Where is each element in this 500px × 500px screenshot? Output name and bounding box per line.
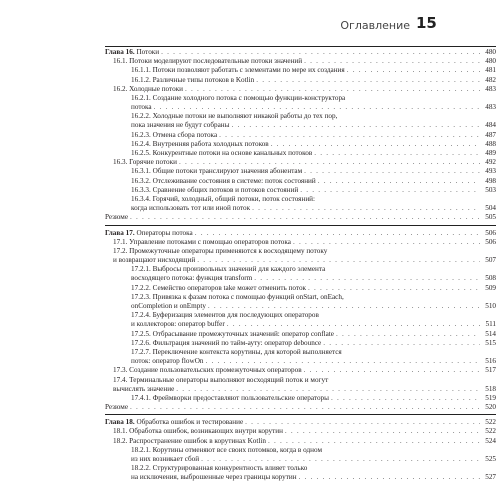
dot-leader xyxy=(293,238,480,247)
toc-entry-text: 18.2.2. Структурированная конкурентность влияет только xyxy=(131,464,308,473)
dot-leader xyxy=(271,140,480,149)
chapter-label: Глава 16. xyxy=(105,47,135,56)
toc-entry[interactable] xyxy=(105,464,496,473)
dot-leader xyxy=(308,284,480,293)
toc-entry-text: 16.1.2. Различные типы потоков в Kotlin xyxy=(131,75,255,84)
toc-entry-text: 16.2. Холодные потоки xyxy=(113,84,184,93)
toc-page-number: 506 xyxy=(485,237,496,246)
toc-entry-continuation[interactable] xyxy=(105,256,496,265)
toc-entry-text: и коллекторов: оператор buffer xyxy=(131,320,225,329)
chapter-heading xyxy=(105,48,159,57)
toc-entry-text: Резюме xyxy=(105,403,129,412)
toc-page-number: 498 xyxy=(485,176,496,185)
toc-page-number: 493 xyxy=(485,167,496,176)
toc-page-number: 505 xyxy=(485,213,496,222)
toc-entry[interactable] xyxy=(105,446,496,455)
page-header xyxy=(0,8,500,36)
dot-leader xyxy=(268,437,480,446)
toc-page-number: 506 xyxy=(485,228,496,237)
chapter-title: Потоки xyxy=(136,47,160,56)
toc-page-number: 514 xyxy=(485,329,496,338)
toc-entry[interactable] xyxy=(105,94,496,103)
dot-leader xyxy=(300,186,480,195)
toc-page-number: 519 xyxy=(485,393,496,402)
toc-page-number: 503 xyxy=(485,185,496,194)
toc-chapter[interactable] xyxy=(105,418,496,427)
toc-entry[interactable] xyxy=(105,339,496,348)
toc-entry-text: 16.2.1. Создание холодного потока с помощью функции-конструктора xyxy=(131,93,346,102)
toc-page-number: 480 xyxy=(485,47,496,56)
toc-page-number: 520 xyxy=(485,403,496,412)
toc-entry-text: 17.1. Управление потоками с помощью операторов потока xyxy=(113,237,291,246)
toc-entry[interactable] xyxy=(105,394,496,403)
dot-leader xyxy=(176,385,480,394)
toc-entry[interactable] xyxy=(105,66,496,75)
dot-leader xyxy=(304,57,480,66)
toc-entry-text: 16.1.1. Потоки позволяют работать с элементами по мере их создания xyxy=(131,66,345,75)
dot-leader xyxy=(161,48,480,57)
toc-page-number: 480 xyxy=(485,57,496,66)
toc-entry[interactable] xyxy=(105,140,496,149)
toc-entry[interactable] xyxy=(105,330,496,339)
toc-entry[interactable] xyxy=(105,293,496,302)
toc-entry[interactable] xyxy=(105,311,496,320)
dot-leader xyxy=(299,473,480,482)
dot-leader xyxy=(208,302,480,311)
toc-entry[interactable] xyxy=(105,76,496,85)
toc-entry[interactable] xyxy=(105,247,496,256)
toc-entry[interactable] xyxy=(105,437,496,446)
toc-entry-text: восходящего потока: функция transform xyxy=(131,274,253,283)
dot-leader xyxy=(331,394,480,403)
toc-entry[interactable] xyxy=(105,149,496,158)
dot-leader xyxy=(219,131,480,140)
dot-leader xyxy=(130,403,480,412)
toc-entry[interactable] xyxy=(105,186,496,195)
toc-page-number: 487 xyxy=(485,130,496,139)
toc-page-number: 522 xyxy=(485,418,496,427)
toc-page-number: 492 xyxy=(485,158,496,167)
dot-leader xyxy=(336,330,480,339)
dot-leader xyxy=(252,204,480,213)
chapter-separator xyxy=(105,225,496,226)
toc-entry-text: 16.3.3. Сравнение общих потоков и потоков состояний xyxy=(131,185,299,194)
dot-leader xyxy=(318,177,480,186)
toc-page-number: 515 xyxy=(485,338,496,347)
toc-entry-text: вычислять значение xyxy=(113,384,175,393)
toc-page-number: 525 xyxy=(485,455,496,464)
dot-leader xyxy=(254,274,480,283)
toc-entry-text: onCompletion и onEmpty xyxy=(131,302,206,311)
dot-leader xyxy=(201,455,480,464)
toc-entry-text: 16.2.4. Внутренняя работа холодных потоков xyxy=(131,139,269,148)
toc-entry-continuation[interactable] xyxy=(105,320,496,329)
toc-entry[interactable] xyxy=(105,366,496,375)
toc-entry[interactable] xyxy=(105,57,496,66)
toc-chapter[interactable] xyxy=(105,229,496,238)
toc-entry-continuation[interactable] xyxy=(105,385,496,394)
toc-entry-continuation[interactable] xyxy=(105,302,496,311)
toc-entry[interactable] xyxy=(105,195,496,204)
chapter-label: Глава 17. xyxy=(105,228,135,237)
dot-leader xyxy=(154,103,480,112)
dot-leader xyxy=(245,418,480,427)
toc-page-number: 483 xyxy=(485,84,496,93)
chapter-title: Обработка ошибок и тестирование xyxy=(136,418,244,427)
toc-entry-text: 16.2.5. Конкурентные потоки на основе канальных потоков xyxy=(131,149,313,158)
page-number: 15 xyxy=(416,14,437,32)
toc-entry-continuation[interactable] xyxy=(105,103,496,112)
toc-entry-continuation[interactable] xyxy=(105,204,496,213)
chapter-label: Глава 18. xyxy=(105,418,135,427)
dot-leader xyxy=(304,167,480,176)
toc-entry-text: 17.2.5. Отбрасывание промежуточных значений: оператор conflate xyxy=(131,329,334,338)
dot-leader xyxy=(185,85,480,94)
toc-entry-text: 16.3.1. Общие потоки транслируют значения абонентам xyxy=(131,167,303,176)
toc-entry[interactable] xyxy=(105,167,496,176)
toc-page-number: 524 xyxy=(485,436,496,445)
chapter-title: Операторы потока xyxy=(136,228,193,237)
toc-entry-continuation[interactable] xyxy=(105,122,496,131)
toc-entry-text: 17.4. Терминальные операторы выполняют восходящий поток и могут xyxy=(113,375,329,384)
toc-entry-text: 16.3.2. Отслеживание состояния в системе: поток состояний xyxy=(131,176,316,185)
toc-page-number: 517 xyxy=(485,366,496,375)
toc-entry[interactable] xyxy=(105,158,496,167)
toc-entry[interactable] xyxy=(105,177,496,186)
dot-leader xyxy=(195,229,480,238)
toc-entry-text: 16.3.4. Горячий, холодный, общий потоки, поток состояний: xyxy=(131,194,316,203)
toc-page-number: 484 xyxy=(485,121,496,130)
toc-entry[interactable] xyxy=(105,348,496,357)
dot-leader xyxy=(179,158,480,167)
toc-page-number: 527 xyxy=(485,473,496,482)
toc-entry-text: 18.2.1. Корутины отменяют все своих потомков, когда в одном xyxy=(131,445,323,454)
chapter-heading xyxy=(105,229,193,238)
toc-entry-continuation[interactable] xyxy=(105,455,496,464)
toc-page-number: 511 xyxy=(485,320,496,329)
toc-entry-text: 17.2.6. Фильтрация значений по тайм-ауту: оператор debounce xyxy=(131,338,322,347)
toc-entry-text: 18.2. Распространение ошибок в корутинах Kotlin xyxy=(113,436,266,445)
toc-entry-text: Резюме xyxy=(105,213,129,222)
toc-entry-text: 18.1. Обработка ошибок, возникающих внутри корутин xyxy=(113,427,283,436)
chapter-separator xyxy=(105,414,496,415)
table-of-contents xyxy=(105,48,496,483)
toc-page-number: 483 xyxy=(485,103,496,112)
toc-entry-text: 17.3. Создание пользовательских промежуточных операторов xyxy=(113,366,302,375)
dot-leader xyxy=(285,427,480,436)
dot-leader xyxy=(314,149,480,158)
dot-leader xyxy=(347,66,480,75)
toc-page-number: 509 xyxy=(485,283,496,292)
toc-entry-text: 17.2.3. Привязка к фазам потока с помощью функций onStart, onEach, xyxy=(131,292,344,301)
toc-entry[interactable] xyxy=(105,403,496,412)
toc-entry-text: 17.2.1. Выбросы произвольных значений для каждого элемента xyxy=(131,265,326,274)
toc-page-number: 488 xyxy=(485,139,496,148)
toc-entry-text: 17.2. Промежуточные операторы применяются к восходящему потоку xyxy=(113,246,328,255)
toc-entry-continuation[interactable] xyxy=(105,357,496,366)
toc-entry-text: на исключения, выброшенные через границы корутин xyxy=(131,473,297,482)
toc-entry[interactable] xyxy=(105,284,496,293)
toc-entry-text: 16.2.3. Отмена сбора потока xyxy=(131,130,218,139)
toc-page-number: 507 xyxy=(485,256,496,265)
toc-entry-text: поток: оператор flowOn xyxy=(131,357,204,366)
toc-entry[interactable] xyxy=(105,131,496,140)
toc-page-number: 518 xyxy=(485,384,496,393)
top-rule xyxy=(105,46,496,47)
dot-leader xyxy=(323,339,480,348)
toc-entry-text: 16.3. Горячие потоки xyxy=(113,158,177,167)
dot-leader xyxy=(206,357,481,366)
dot-leader xyxy=(197,256,480,265)
toc-entry[interactable] xyxy=(105,428,496,437)
toc-entry-text: 17.4.1. Фреймворки предоставляют пользовательские операторы xyxy=(131,393,329,402)
toc-entry[interactable] xyxy=(105,213,496,222)
toc-chapter[interactable] xyxy=(105,48,496,57)
chapter-heading xyxy=(105,418,243,427)
toc-entry[interactable] xyxy=(105,85,496,94)
toc-entry-text: 17.2.4. Буферизация элементов для последующих операторов xyxy=(131,311,319,320)
toc-page-number: 508 xyxy=(485,274,496,283)
toc-page-number: 482 xyxy=(485,75,496,84)
toc-entry-text: когда использовать тот или иной поток xyxy=(131,204,251,213)
toc-entry-continuation[interactable] xyxy=(105,473,496,482)
toc-entry-text: 16.1. Потоки моделируют последовательные потоки значений xyxy=(113,57,303,66)
toc-entry-text: 17.2.7. Переключение контекста корутины, для которой выполняется xyxy=(131,347,342,356)
toc-page-number: 481 xyxy=(485,66,496,75)
toc-page-number: 489 xyxy=(485,149,496,158)
toc-entry[interactable] xyxy=(105,238,496,247)
toc-page-number: 510 xyxy=(485,302,496,311)
toc-entry-continuation[interactable] xyxy=(105,275,496,284)
toc-page-number: 522 xyxy=(485,427,496,436)
toc-entry-text: и возвращают нисходящий xyxy=(113,256,196,265)
toc-entry[interactable] xyxy=(105,265,496,274)
toc-entry-text: из них возникает сбой xyxy=(131,455,200,464)
dot-leader xyxy=(304,366,480,375)
toc-page-number: 504 xyxy=(485,204,496,213)
toc-entry-text: потока xyxy=(131,103,152,112)
toc-page-number: 516 xyxy=(485,357,496,366)
toc-entry[interactable] xyxy=(105,376,496,385)
toc-entry[interactable] xyxy=(105,112,496,121)
dot-leader xyxy=(227,320,480,329)
running-header-title: Оглавление xyxy=(340,19,410,32)
toc-entry-text: 17.2.2. Семейство операторов take может отменить поток xyxy=(131,283,307,292)
dot-leader xyxy=(231,121,480,130)
dot-leader xyxy=(130,213,480,222)
toc-entry-text: пока значения не будут собраны xyxy=(131,121,230,130)
dot-leader xyxy=(256,76,480,85)
toc-entry-text: 16.2.2. Холодные потоки не выполняют никакой работы до тех пор, xyxy=(131,112,338,121)
